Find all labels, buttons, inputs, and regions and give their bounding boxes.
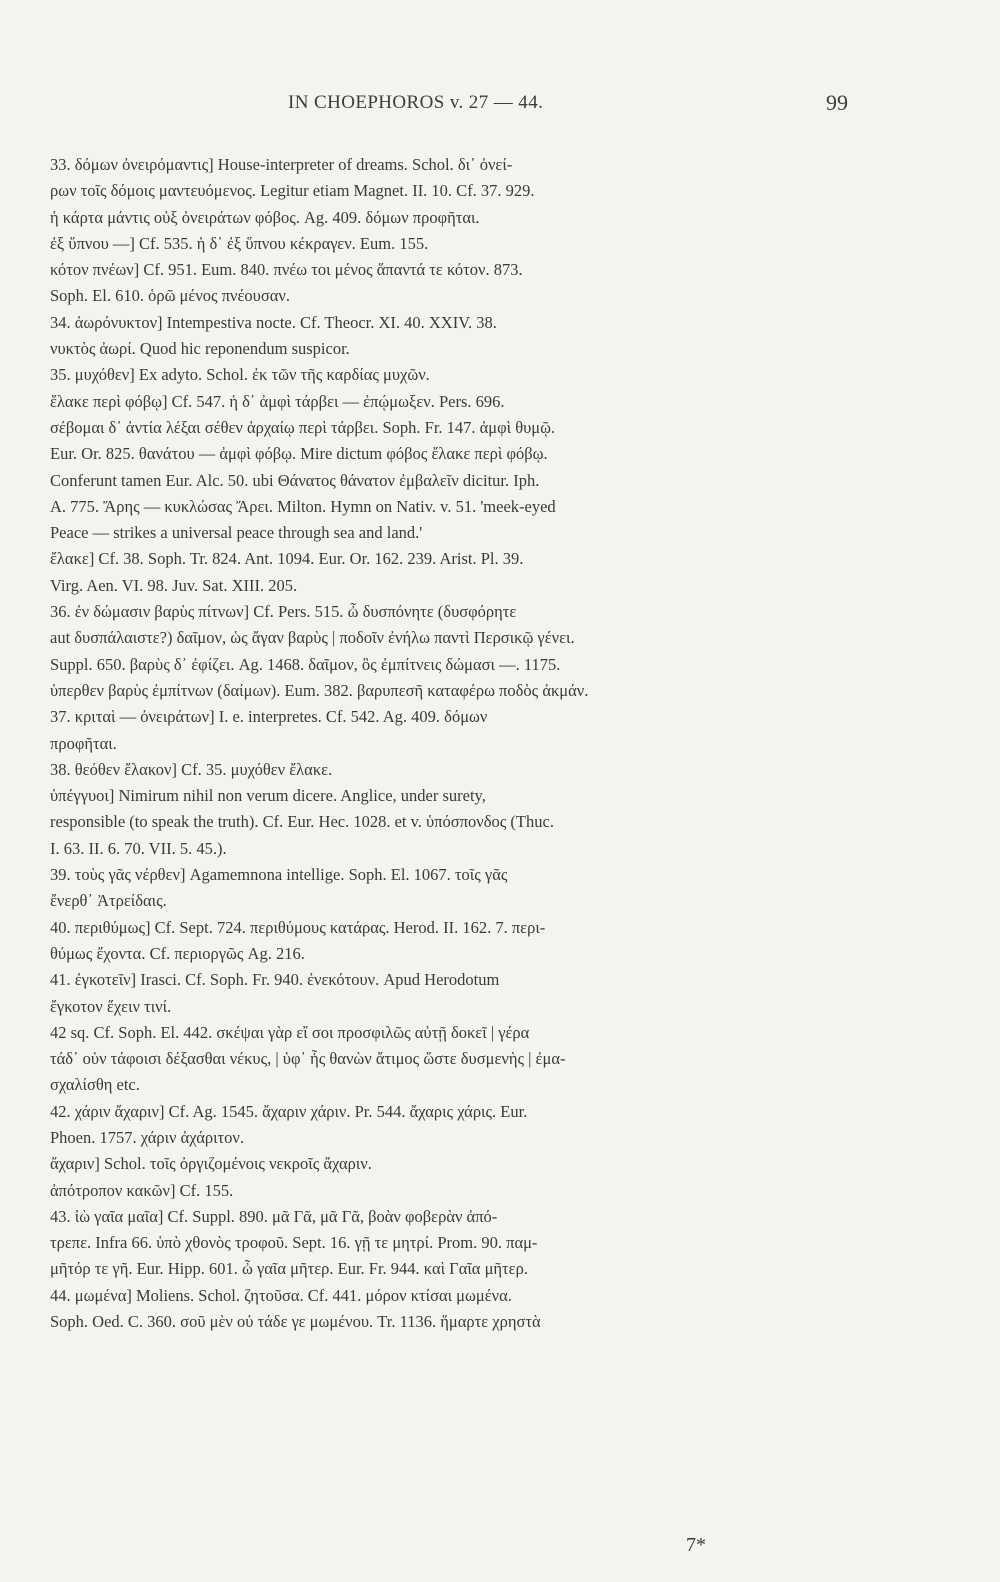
text-line: 39. τοὺς γᾶς νέρθεν] Agamemnona intellige. Soph. El. 1067. τοῖς γᾶς: [50, 865, 508, 885]
text-line: τάδ᾽ οὑν τάφοισι δέξασθαι νέκυς, | ὑφ᾽ ἧς θανὼν ἄτιμος ὥστε δυσμενὴς | ἐμα-: [50, 1049, 566, 1069]
text-line: σχαλίσθη etc.: [50, 1075, 140, 1095]
text-line: 44. μωμένα] Moliens. Schol. ζητοῦσα. Cf. 441. μόρον κτίσαι μωμένα.: [50, 1285, 512, 1305]
page-number: 99: [826, 90, 848, 115]
text-line: τρεπε. Infra 66. ὑπὸ χθονὸς τροφοῦ. Sept. 16. γῇ τε μητρί. Prom. 90. παμ-: [50, 1233, 538, 1253]
text-line: ἔγκοτον ἔχειν τινί.: [50, 996, 172, 1016]
text-line: 37. κριταὶ — ὀνειράτων] I. e. interpretes. Cf. 542. Ag. 409. δόμων: [50, 707, 488, 727]
text-line: Peace — strikes a universal peace through sea and land.': [50, 523, 423, 543]
text-line: ρων τοῖς δόμοις μαντευόμενος. Legitur etiam Magnet. II. 10. Cf. 37. 929.: [50, 181, 535, 201]
text-line: Eur. Or. 825. θανάτου — ἀμφὶ φόβῳ. Mire dictum φόβος ἔλακε περὶ φόβῳ.: [50, 444, 548, 464]
text-line: 42 sq. Cf. Soph. El. 442. σκέψαι γὰρ εἴ σοι προσφιλῶς αὐτῇ δοκεῖ | γέρα: [50, 1022, 530, 1042]
text-line: ἔλακε] Cf. 38. Soph. Tr. 824. Ant. 1094. Eur. Or. 162. 239. Arist. Pl. 39.: [50, 549, 524, 569]
page-header: [288, 92, 848, 126]
text-line: Phoen. 1757. χάριν ἀχάριτον.: [50, 1127, 245, 1147]
text-line: σέβομαι δ᾽ ἀντία λέξαι σέθεν ἀρχαίῳ περὶ τάρβει. Soph. Fr. 147. ἀμφὶ θυμῷ.: [50, 417, 556, 437]
text-line: Conferunt tamen Eur. Alc. 50. ubi Θάνατος θάνατον ἐμβαλεῖν dicitur. Iph.: [50, 470, 540, 490]
text-line: 36. ἐν δώμασιν βαρὺς πίτνων] Cf. Pers. 515. ὦ δυσπόνητε (δυσφόρητε: [50, 602, 517, 622]
text-line: 33. δόμων ὀνειρόμαντις] House-interpreter of dreams. Schol. δι᾽ ὀνεί-: [50, 155, 513, 174]
text-line: aut δυσπάλαιστε?) δαῖμον, ὡς ἄγαν βαρὺς | ποδοῖν ἐνήλω παντὶ Περσικῷ γένει.: [50, 628, 575, 648]
text-line: θύμως ἔχοντα. Cf. περιοργῶς Ag. 216.: [50, 943, 305, 963]
text-line: Virg. Aen. VI. 98. Juv. Sat. XIII. 205.: [50, 575, 298, 595]
text-line: Suppl. 650. βαρὺς δ᾽ ἐφίζει. Ag. 1468. δαῖμον, ὃς ἐμπίτνεις δώμασι —. 1175.: [50, 654, 561, 674]
text-line: ἐξ ὕπνου —] Cf. 535. ἡ δ᾽ ἐξ ὕπνου κέκραγεν. Eum. 155.: [50, 233, 429, 253]
text-line: 42. χάριν ἄχαριν] Cf. Ag. 1545. ἄχαριν χάριν. Pr. 544. ἄχαρις χάρις. Eur.: [50, 1101, 528, 1121]
text-line: μῆτόρ τε γῆ. Eur. Hipp. 601. ὦ γαῖα μῆτερ. Eur. Fr. 944. καὶ Γαῖα μῆτερ.: [50, 1259, 528, 1279]
text-line: responsible (to speak the truth). Cf. Eur. Hec. 1028. et v. ὑπόσπονδος (Thuc.: [50, 812, 554, 832]
text-line: ἔλακε περὶ φόβῳ] Cf. 547. ἡ δ᾽ ἀμφὶ τάρβει — ἐπῴμωξεν. Pers. 696.: [50, 391, 505, 411]
text-line: ἔνερθ᾽ Ἀτρείδαις.: [50, 891, 167, 911]
text-line: κότον πνέων] Cf. 951. Eum. 840. πνέω τοι μένος ἅπαντά τε κότον. 873.: [50, 260, 523, 280]
text-line: Soph. El. 610. ὁρῶ μένος πνέουσαν.: [50, 286, 290, 306]
text-line: ὑπερθεν βαρὺς ἐμπίτνων (δαίμων). Eum. 382. βαρυπεσῆ καταφέρω ποδὸς ἀκμάν.: [50, 680, 589, 700]
signature-mark: 7*: [686, 1534, 706, 1556]
text-line: 34. ἀωρόνυκτον] Intempestiva nocte. Cf. Theocr. XI. 40. XXIV. 38.: [50, 312, 497, 332]
text-line: ἄχαριν] Schol. τοῖς ὀργιζομένοις νεκροῖς ἄχαριν.: [50, 1154, 372, 1174]
text-line: ὑπέγγυοι] Nimirum nihil non verum dicere. Anglice, under surety,: [50, 786, 486, 806]
text-line: 35. μυχόθεν] Ex adyto. Schol. ἐκ τῶν τῆς καρδίας μυχῶν.: [50, 365, 430, 385]
text-line: 38. θεόθεν ἔλακον] Cf. 35. μυχόθεν ἔλακε.: [50, 759, 333, 779]
text-line: Soph. Oed. C. 360. σοῦ μὲν οὐ τάδε γε μωμένου. Tr. 1136. ἥμαρτε χρηστὰ: [50, 1312, 541, 1332]
text-line: ἡ κάρτα μάντις οὐξ ὀνειράτων φόβος. Ag. 409. δόμων προφῆται.: [50, 207, 480, 227]
text-line: 43. ἰὼ γαῖα μαῖα] Cf. Suppl. 890. μᾶ Γᾶ, μᾶ Γᾶ, βοὰν φοβερὰν ἀπό-: [50, 1206, 498, 1226]
text-line: 41. ἐγκοτεῖν] Irasci. Cf. Soph. Fr. 940. ἐνεκότουν. Apud Herodotum: [50, 970, 500, 990]
commentary-text: [50, 152, 850, 1335]
text-line: I. 63. II. 6. 70. VII. 5. 45.).: [50, 838, 227, 858]
text-line: νυκτὸς ἀωρί. Quod hic reponendum suspicor.: [50, 339, 350, 359]
text-line: προφῆται.: [50, 733, 117, 753]
text-line: ἀπότροπον κακῶν] Cf. 155.: [50, 1180, 234, 1200]
text-line: A. 775. Ἄρης — κυκλώσας Ἄρει. Milton. Hymn on Nativ. v. 51. 'meek-eyed: [50, 496, 556, 516]
running-head: IN CHOEPHOROS v. 27 — 44.: [288, 92, 544, 113]
text-line: 40. περιθύμως] Cf. Sept. 724. περιθύμους κατάρας. Herod. II. 162. 7. περι-: [50, 917, 546, 937]
